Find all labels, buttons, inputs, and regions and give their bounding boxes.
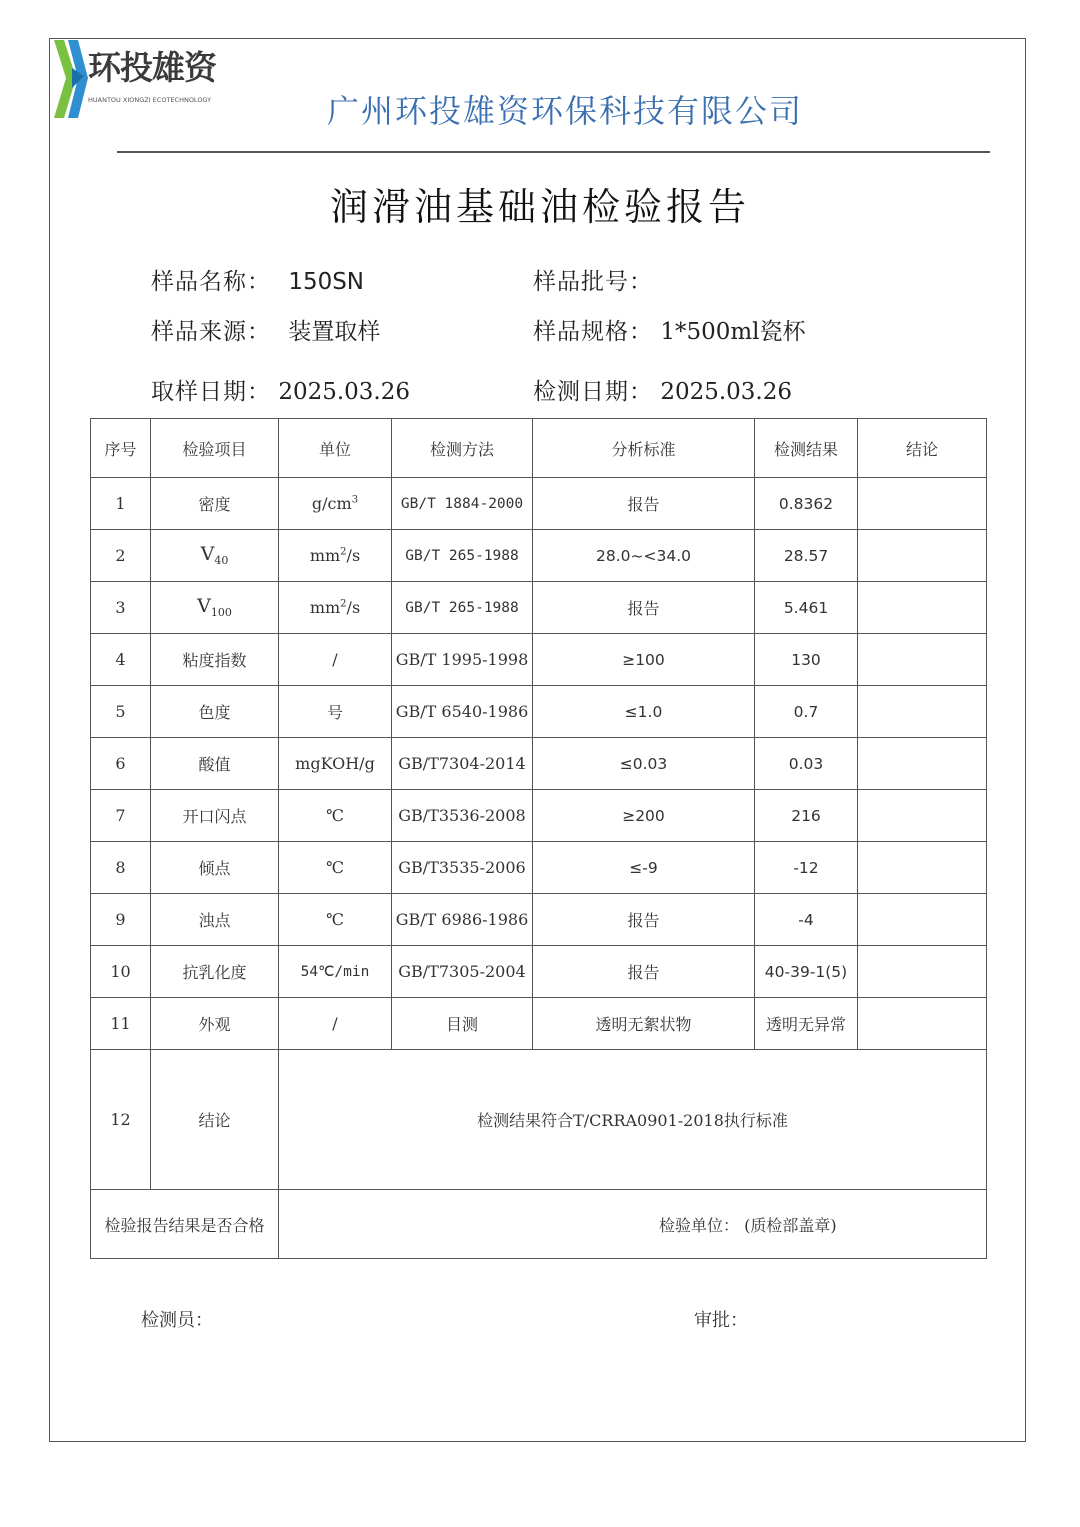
header-cell: 结论 [858,419,987,478]
table-row [91,686,987,738]
row-item: 倾点 [151,842,279,894]
row-result: 透明无异常 [755,998,858,1050]
sampling-date-label: 取样日期： [151,379,271,405]
row-standard: ≥200 [533,790,755,842]
row-standard: 透明无絮状物 [533,998,755,1050]
row-result: 0.8362 [755,478,858,530]
unit-base: mm [309,546,341,565]
row-item: 抗乳化度 [151,946,279,998]
row-conclusion [858,998,987,1050]
table-row [91,842,987,894]
row-unit [279,478,392,530]
row-unit: ℃ [279,842,392,894]
row-conclusion [858,738,987,790]
row-method: GB/T3536-2008 [392,790,533,842]
conclusion-row [91,1050,987,1190]
row-number: 7 [91,790,151,842]
header-divider [117,151,990,153]
row-item: 色度 [151,686,279,738]
report-title: 润滑油基础油检验报告 [329,185,750,229]
unit-tail: /s [346,546,361,565]
header-cell: 序号 [91,419,151,478]
row-item: 密度 [151,478,279,530]
header-cell: 检验项目 [151,419,279,478]
header-cell: 检测方法 [392,419,533,478]
row-result: 216 [755,790,858,842]
inspection-unit: 检验单位： (质检部盖章) [279,1190,987,1259]
unit-base: mm [309,598,341,617]
row-conclusion [858,842,987,894]
table-row [91,530,987,582]
row-unit: ℃ [279,790,392,842]
row-standard: ≤0.03 [533,738,755,790]
row-method: GB/T 6986-1986 [392,894,533,946]
table-row [91,738,987,790]
row-standard: 报告 [533,894,755,946]
row-item [151,582,279,634]
table-row [91,894,987,946]
row-method: GB/T7304-2014 [392,738,533,790]
row-conclusion [858,790,987,842]
row-number: 6 [91,738,151,790]
row-result: 5.461 [755,582,858,634]
row-result: 40-39-1(5) [755,946,858,998]
row-method: GB/T 6540-1986 [392,686,533,738]
test-date-label: 检测日期： [533,379,653,405]
header-cell: 单位 [279,419,392,478]
logo-text: 环投雄资 [88,48,216,87]
qualified-label: 检验报告结果是否合格 [91,1190,279,1259]
table-row [91,478,987,530]
row-standard: ≤1.0 [533,686,755,738]
row-standard: 28.0~<34.0 [533,530,755,582]
row-unit: mgKOH/g [279,738,392,790]
row-result: 130 [755,634,858,686]
row-standard: 报告 [533,582,755,634]
table-row [91,634,987,686]
report-table [90,418,987,1259]
sample-name [151,263,364,296]
row-result: 28.57 [755,530,858,582]
sample-name-value: 150SN [288,269,365,295]
row-item: 酸值 [151,738,279,790]
company-name: 广州环投雄资环保科技有限公司 [327,92,804,130]
row-method: GB/T 1884-2000 [392,478,533,530]
sample-name-label: 样品名称： [151,269,271,295]
sampling-date [151,373,410,406]
row-result: 0.03 [755,738,858,790]
table-row [91,582,987,634]
row-number: 12 [91,1050,151,1190]
header-cell: 分析标准 [533,419,755,478]
table-header-row [91,419,987,478]
sampling-date-value: 2025.03.26 [278,379,411,405]
row-unit [279,530,392,582]
row-item: 粘度指数 [151,634,279,686]
table-row [91,946,987,998]
item-subscript: 40 [214,554,229,568]
unit-base: g/cm [311,494,352,513]
row-number: 10 [91,946,151,998]
row-method: GB/T 1995-1998 [392,634,533,686]
qualified-row [91,1190,987,1259]
approver-label: 审批： [694,1310,748,1331]
row-unit: / [279,634,392,686]
row-standard: ≥100 [533,634,755,686]
row-number: 5 [91,686,151,738]
row-unit: / [279,998,392,1050]
row-unit [279,582,392,634]
row-conclusion [858,946,987,998]
test-date [533,373,792,406]
table-row [91,998,987,1050]
row-result: 0.7 [755,686,858,738]
row-item: 外观 [151,998,279,1050]
row-standard: 报告 [533,946,755,998]
unit-superscript: 2 [340,598,347,610]
row-number: 3 [91,582,151,634]
row-number: 8 [91,842,151,894]
table-row [91,790,987,842]
sample-spec-value: 1*500ml瓷杯 [660,319,806,345]
sample-source-label: 样品来源： [151,319,271,345]
row-item [151,530,279,582]
row-method: 目测 [392,998,533,1050]
unit-tail: /s [346,598,361,617]
row-method: GB/T 265-1988 [392,582,533,634]
sample-spec [533,313,806,346]
conclusion-text: 检测结果符合T/CRRA0901-2018执行标准 [279,1050,987,1190]
row-method: GB/T7305-2004 [392,946,533,998]
sample-spec-label: 样品规格： [533,319,653,345]
row-method: GB/T3535-2006 [392,842,533,894]
row-conclusion [858,582,987,634]
row-unit: 号 [279,686,392,738]
row-standard: 报告 [533,478,755,530]
sample-batch [533,263,653,296]
row-result: -4 [755,894,858,946]
row-number: 1 [91,478,151,530]
row-number: 11 [91,998,151,1050]
row-conclusion [858,686,987,738]
sample-source-value: 装置取样 [288,319,381,345]
test-date-value: 2025.03.26 [660,379,793,405]
row-unit: 54℃/min [279,946,392,998]
item-base: V [197,595,211,618]
row-conclusion [858,478,987,530]
row-result: -12 [755,842,858,894]
unit-superscript: 3 [351,494,359,506]
sample-source [151,313,380,346]
row-item: 结论 [151,1050,279,1190]
unit-superscript: 2 [340,546,347,558]
row-conclusion [858,894,987,946]
row-unit: ℃ [279,894,392,946]
row-number: 2 [91,530,151,582]
row-conclusion [858,530,987,582]
row-standard: ≤-9 [533,842,755,894]
row-item: 开口闪点 [151,790,279,842]
header-cell: 检测结果 [755,419,858,478]
logo-subtitle: HUANTOU XIONGZI ECOTECHNOLOGY [88,96,212,104]
sample-batch-label: 样品批号： [533,269,653,295]
row-method: GB/T 265-1988 [392,530,533,582]
row-number: 9 [91,894,151,946]
row-number: 4 [91,634,151,686]
item-base: V [200,543,215,566]
item-subscript: 100 [210,606,232,620]
inspector-label: 检测员： [141,1310,213,1331]
row-item: 浊点 [151,894,279,946]
row-conclusion [858,634,987,686]
